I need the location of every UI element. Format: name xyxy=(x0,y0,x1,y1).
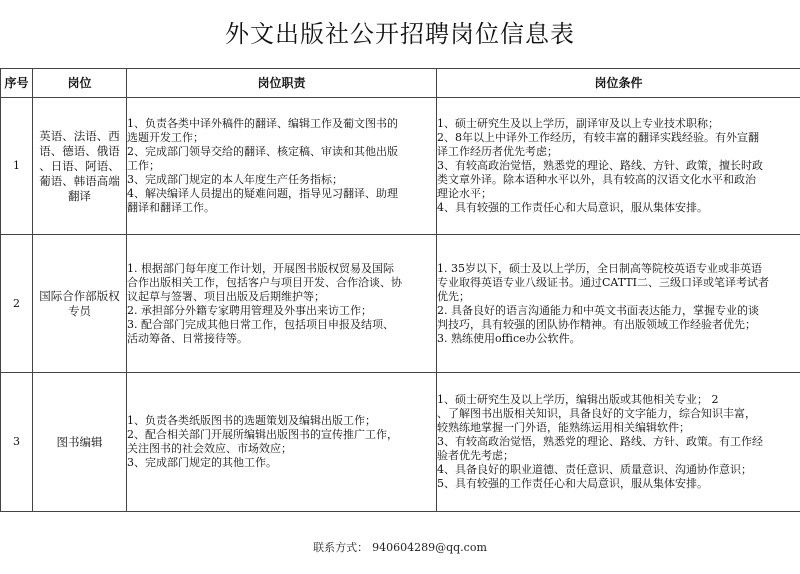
duties-cell xyxy=(127,98,437,235)
requirement-line: 3、有较高政治觉悟，熟悉党的理论、路线、方针、政策，擅长时政 xyxy=(437,159,763,172)
job-table xyxy=(0,68,800,512)
requirement-line: 4、具备良好的职业道德、责任意识、质量意识、沟通协作意识； xyxy=(437,463,752,476)
requirement-line: 理论水平； xyxy=(437,187,492,200)
duty-line: 工作； xyxy=(127,159,160,172)
requirement-line: 2、8年以上中译外工作经历，有较丰富的翻译实践经验。有外宣翻 xyxy=(437,131,759,144)
header-no: 序号 xyxy=(1,69,33,98)
position-line: 图书编辑 xyxy=(56,434,103,449)
duty-line: 2、配合相关部门开展所编辑出版图书的宣传推广工作， xyxy=(127,428,398,441)
requirement-line: 1、硕士研究生及以上学历，副译审及以上专业技术职称； xyxy=(437,117,719,130)
position-cell xyxy=(33,98,127,235)
position-line: 英语、法语、西 xyxy=(39,128,120,143)
requirement-line: 较熟练地掌握一门外语，能熟练运用相关编辑软件； xyxy=(437,421,690,434)
duty-line: 1. 根据部门每年度工作计划，开展图书版权贸易及国际 xyxy=(127,261,394,275)
position-line: 语、德语、俄语 xyxy=(39,143,120,158)
duty-line: 2、完成部门领导交给的翻译、核定稿、审读和其他出版 xyxy=(127,145,398,158)
requirement-line: 译工作经历者优先考虑； xyxy=(437,145,558,158)
duty-line: 3、完成部门规定的其他工作。 xyxy=(127,456,277,469)
requirement-line: 专业取得英语专业八级证书。通过CATTI二、三级口译或笔译考试者 xyxy=(437,275,769,289)
duties-cell xyxy=(127,235,437,373)
position-cell xyxy=(33,235,127,373)
header-position: 岗位 xyxy=(33,69,127,98)
requirement-line: 验者优先考虑； xyxy=(437,449,514,462)
row-number: 1 xyxy=(1,98,33,235)
position-line: 翻译 xyxy=(68,188,91,203)
requirement-line: 3、有较高政治觉悟，熟悉党的理论、路线、方针、政策。有工作经 xyxy=(437,435,763,448)
requirement-line: 2. 具备良好的语言沟通能力和中英文书面表达能力，掌握专业的谈 xyxy=(437,303,759,317)
position-cell xyxy=(33,373,127,512)
requirements-cell xyxy=(437,235,800,373)
requirement-line: 5、具有较强的工作责任心和大局意识，服从集体安排。 xyxy=(437,477,708,490)
duty-line: 3. 配合部门完成其他日常工作，包括项目申报及结项、 xyxy=(127,317,394,331)
requirements-cell xyxy=(437,98,800,235)
row-number: 3 xyxy=(1,373,33,512)
requirement-line: 4、具有较强的工作责任心和大局意识，服从集体安排。 xyxy=(437,201,708,214)
row-number: 2 xyxy=(1,235,33,373)
requirement-line: 1. 35岁以下，硕士及以上学历，全日制高等院校英语专业或非英语 xyxy=(437,261,762,275)
duty-line: 关注图书的社会效应、市场效应； xyxy=(127,442,292,455)
contact-email: 940604289@qq.com xyxy=(372,541,487,554)
table-row xyxy=(1,98,800,235)
duty-line: 翻译和翻译工作。 xyxy=(127,201,215,214)
requirements-cell xyxy=(437,373,800,512)
duty-line: 3、完成部门规定的本人年度生产任务指标； xyxy=(127,173,343,186)
duty-line: 活动筹备、日常接待等。 xyxy=(127,331,248,345)
position-line: 专员 xyxy=(68,303,91,318)
duties-cell xyxy=(127,373,437,512)
duty-line: 议起草与签署、项目出版及后期维护等； xyxy=(127,289,325,303)
duty-line: 合作出版相关工作，包括客户与项目开发、合作洽谈、协 xyxy=(127,275,402,289)
requirement-line: 1、硕士研究生及以上学历，编辑出版或其他相关专业； 2 xyxy=(437,393,719,406)
requirement-line: 类文章外译。除本语种水平以外，具有较高的汉语文化水平和政治 xyxy=(437,173,756,186)
duty-line: 1、负责各类纸版图书的选题策划及编辑出版工作； xyxy=(127,414,376,427)
header-duties: 岗位职责 xyxy=(127,69,437,98)
table-row xyxy=(1,373,800,512)
requirement-line: 优先； xyxy=(437,289,470,303)
contact-label: 联系方式： xyxy=(313,541,369,554)
requirement-line: 、了解图书出版相关知识，具备良好的文字能力，综合知识丰富， xyxy=(437,407,756,420)
requirement-line: 判技巧，具有较强的团队协作精神。有出版领域工作经验者优先； xyxy=(437,317,756,331)
page-title: 外文出版社公开招聘岗位信息表 xyxy=(225,20,575,48)
position-line: 葡语、韩语高端 xyxy=(39,173,120,188)
duty-line: 选题开发工作； xyxy=(127,131,204,144)
table-header-row xyxy=(1,69,800,98)
duty-line: 1、负责各类中译外稿件的翻译、编辑工作及葡文图书的 xyxy=(127,117,398,130)
duty-line: 4、解决编译人员提出的疑难问题，指导见习翻译、助理 xyxy=(127,187,398,200)
position-line: 国际合作部版权 xyxy=(39,288,120,303)
duty-line: 2. 承担部分外籍专家聘用管理及外事出来访工作； xyxy=(127,303,372,317)
contact-footer xyxy=(0,539,800,555)
requirement-line: 3. 熟练使用office办公软件。 xyxy=(437,331,581,345)
header-requirements: 岗位条件 xyxy=(437,69,800,98)
position-line: 、日语、阿语、 xyxy=(39,158,120,173)
table-row xyxy=(1,235,800,373)
